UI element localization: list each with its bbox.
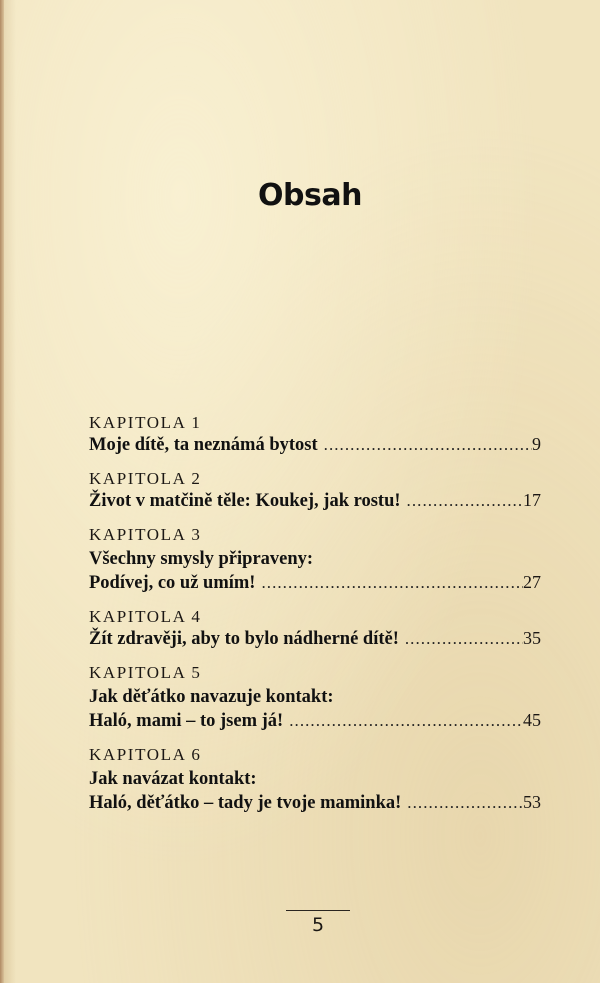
chapter-label: KAPITOLA 4 [89, 607, 202, 626]
toc-entry [89, 628, 541, 650]
page-number: 27 [523, 572, 541, 592]
toc-entry [89, 434, 541, 456]
chapter-title-line: Jak děťátko navazuje kontakt: [89, 687, 334, 707]
chapter-label: KAPITOLA 6 [89, 745, 202, 764]
page-edge [0, 0, 4, 983]
chapter-label: KAPITOLA 2 [89, 469, 202, 488]
chapter-title: Podívej, co už umím! [89, 573, 256, 593]
chapter-title: Haló, děťátko – tady je tvoje maminka! [89, 793, 402, 813]
chapter-label: KAPITOLA 1 [89, 413, 202, 432]
dot-leader [401, 793, 523, 813]
dot-leader [318, 435, 532, 455]
dot-leader [283, 711, 523, 731]
toc-entry [89, 572, 541, 594]
chapter-label: KAPITOLA 3 [89, 525, 202, 544]
chapter-title-line: Jak navázat kontakt: [89, 769, 257, 789]
page-number: 53 [523, 792, 541, 812]
page-title: Obsah [258, 178, 362, 214]
chapter-3 [89, 524, 541, 594]
chapter-6 [89, 744, 541, 814]
toc-entry [89, 792, 541, 814]
page-number: 45 [523, 710, 541, 730]
dot-leader [401, 491, 523, 511]
dot-leader [255, 573, 523, 593]
chapter-title: Život v matčině těle: Koukej, jak rostu! [89, 491, 401, 511]
page-number: 9 [532, 434, 541, 454]
page-folio: 5 [311, 914, 325, 936]
chapter-title-line: Všechny smysly připraveny: [89, 549, 314, 569]
chapter-title: Moje dítě, ta neznámá bytost [89, 435, 318, 455]
toc-entry [89, 710, 541, 732]
chapter-4 [89, 606, 541, 650]
toc-entry [89, 490, 541, 512]
chapter-5 [89, 662, 541, 732]
chapter-title: Haló, mami – to jsem já! [89, 711, 284, 731]
dot-leader [399, 629, 523, 649]
chapter-title: Žít zdravěji, aby to bylo nádherné dítě! [89, 629, 399, 649]
table-of-contents [89, 412, 541, 826]
page-number: 35 [523, 628, 541, 648]
chapter-1 [89, 412, 541, 456]
chapter-label: KAPITOLA 5 [89, 663, 202, 682]
chapter-2 [89, 468, 541, 512]
folio-rule [286, 910, 350, 911]
page-number: 17 [523, 490, 541, 510]
